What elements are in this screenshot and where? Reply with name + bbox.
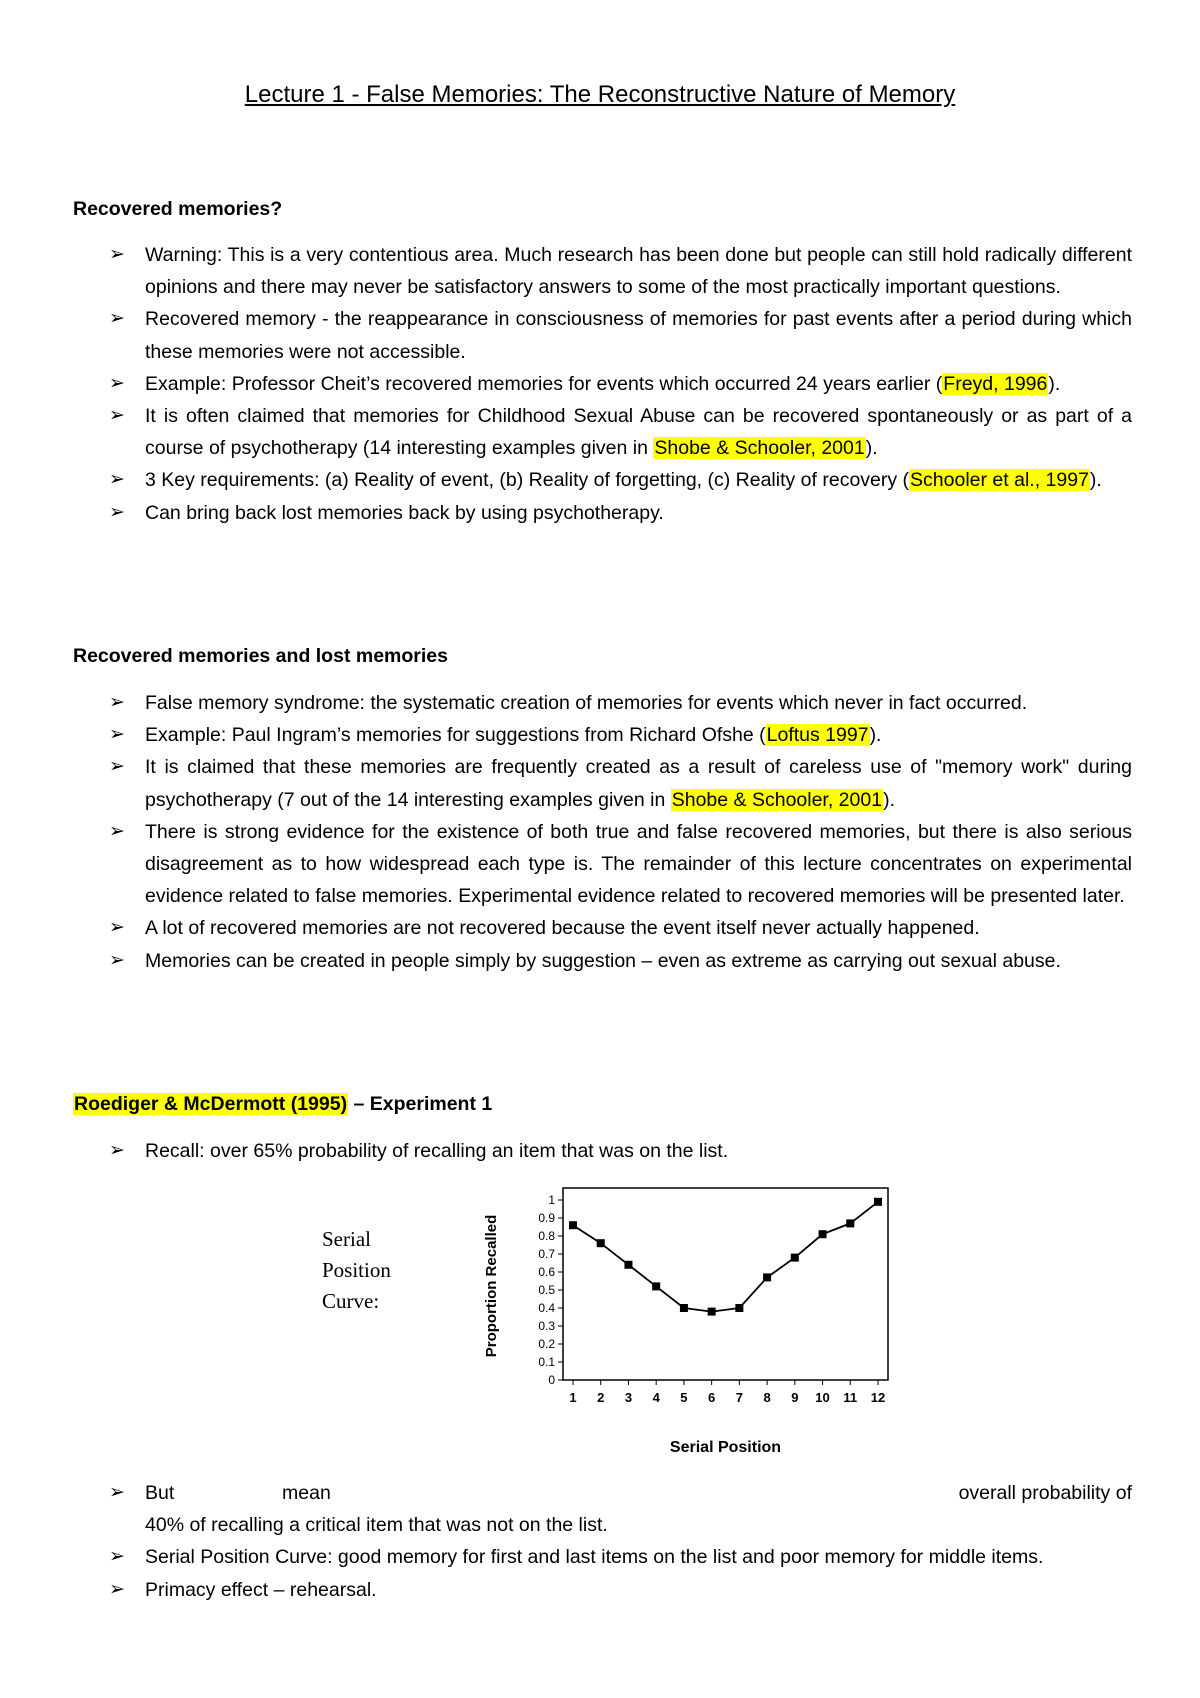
x-tick-label: 5 (680, 1390, 688, 1405)
list-item (73, 400, 1132, 464)
section-heading-recovered-memories: Recovered memories? (73, 198, 283, 220)
x-tick-label: 12 (870, 1390, 886, 1405)
bullet-text: There is strong evidence for the existence of both true and false recovered memories, but there is also serious disagreement as to how widespread each type is. The remainder of this lecture concentrates on experimental evidence related to false memories. Experimental evidence related to recovered memories will be presented later. (145, 820, 1132, 908)
data-point (735, 1304, 743, 1312)
bullet-list-experiment-1-cont (73, 1477, 1132, 1606)
data-point (652, 1282, 660, 1290)
x-tick-label: 7 (735, 1390, 743, 1405)
bullet-text: Warning: This is a very contentious area. Much research has been done but people can still hold radically different opinions and there may never be satisfactory answers to some of the most practically important questions. (145, 244, 1132, 299)
data-point (819, 1230, 827, 1238)
data-point (791, 1254, 799, 1262)
list-item (73, 1135, 1132, 1167)
arrow-bullet-icon: ➢ (109, 692, 125, 713)
bullet-text: Recovered memory - the reappearance in consciousness of memories for past events after a period during which these memories were not accessible. (145, 308, 1132, 363)
data-point (874, 1198, 882, 1206)
arrow-bullet-icon: ➢ (109, 724, 125, 746)
document-title: Lecture 1 - False Memories: The Reconstructive Nature of Memory (244, 81, 956, 108)
y-tick-label: 0.2 (538, 1337, 555, 1351)
list-item (73, 687, 1132, 719)
list-item (73, 1574, 1132, 1606)
y-tick-label: 0.7 (538, 1247, 555, 1261)
series-line (573, 1202, 878, 1312)
bullet-text-end: ). (1048, 372, 1061, 395)
x-tick-label: 10 (815, 1390, 830, 1405)
arrow-bullet-icon: ➢ (109, 820, 125, 842)
arrow-bullet-icon: ➢ (109, 1546, 125, 1568)
bullet-text: It is often claimed that memories for Childhood Sexual Abuse can be recovered spontaneously or as part of a course of psychotherapy (14 interesting examples given in (145, 405, 1132, 460)
bullet-text: Can bring back lost memories back by using psychotherapy. (145, 501, 664, 524)
list-item (73, 912, 1132, 944)
list-item (73, 1541, 1132, 1573)
bullet-text-end: ). (883, 788, 895, 811)
bullet-text: False memory syndrome: the systematic creation of memories for events which never in fact occurred. (145, 692, 1028, 714)
data-point (569, 1221, 577, 1229)
y-tick-label: 0.6 (538, 1265, 555, 1279)
list-item (73, 1477, 1132, 1541)
y-tick-label: 0.4 (538, 1301, 555, 1315)
bullet-text-end: ). (1089, 469, 1102, 492)
arrow-bullet-icon: ➢ (109, 1140, 125, 1161)
bullet-text: A lot of recovered memories are not recovered because the event itself never actually happened. (145, 917, 980, 940)
list-item (73, 368, 1132, 400)
list-item (73, 751, 1132, 815)
arrow-bullet-icon: ➢ (109, 469, 125, 491)
bullet-text: Serial Position Curve: good memory for first and last items on the list and poor memory for middle items. (145, 1546, 1044, 1569)
y-axis-label: Proportion Recalled (483, 1214, 500, 1358)
list-item (73, 816, 1132, 913)
y-tick-label: 0 (548, 1373, 555, 1387)
bullet-text: It is claimed that these memories are frequently created as a result of careless use of "memory work" during psychotherapy (7 out of the 14 interesting examples given in (145, 756, 1132, 811)
citation-highlight: Freyd, 1996 (943, 372, 1048, 395)
plot-frame (563, 1188, 888, 1380)
bullet-list-experiment-1 (73, 1135, 1132, 1167)
y-tick-label: 0.5 (538, 1283, 555, 1297)
arrow-bullet-icon: ➢ (109, 756, 125, 778)
list-item (73, 719, 1132, 751)
x-tick-label: 4 (652, 1390, 660, 1405)
bullet-list-recovered-and-lost (73, 687, 1132, 977)
data-point (763, 1273, 771, 1281)
bullet-text: Example: Paul Ingram’s memories for suggestions from Richard Ofshe ( (145, 724, 766, 747)
x-tick-label: 8 (763, 1390, 771, 1405)
list-item (73, 239, 1132, 303)
bullet-text: Recall: over 65% probability of recalling an item that was on the list. (145, 1140, 729, 1162)
list-item (73, 303, 1132, 367)
arrow-bullet-icon: ➢ (109, 949, 125, 971)
figure-label: Serial Position Curve: (322, 1227, 391, 1313)
bullet-word: But (145, 1482, 175, 1504)
data-point (708, 1308, 716, 1316)
arrow-bullet-icon: ➢ (109, 1482, 125, 1503)
arrow-bullet-icon: ➢ (109, 244, 125, 265)
x-axis-label: Serial Position (669, 1439, 782, 1456)
x-tick-label: 3 (624, 1390, 633, 1405)
arrow-bullet-icon: ➢ (109, 917, 125, 939)
data-point (624, 1261, 632, 1269)
list-item (73, 497, 1132, 529)
y-tick-label: 0.8 (538, 1229, 555, 1243)
bullet-text-end: ). (865, 437, 878, 460)
data-point (846, 1219, 854, 1227)
x-tick-label: 6 (708, 1390, 716, 1405)
citation-highlight: Loftus 1997 (766, 724, 869, 747)
list-item (73, 464, 1132, 496)
y-tick-label: 0.1 (538, 1355, 555, 1369)
bullet-text: 3 Key requirements: (a) Reality of event, (b) Reality of forgetting, (c) Reality of recovery ( (145, 469, 910, 492)
x-tick-label: 2 (597, 1390, 605, 1405)
y-tick-label: 1 (548, 1193, 555, 1207)
citation-highlight: Roediger & McDermott (1995) (74, 1093, 348, 1115)
citation-highlight: Shobe & Schooler, 2001 (671, 788, 883, 811)
serial-position-chart (470, 1180, 900, 1480)
bullet-word: overall probability of (958, 1482, 1132, 1504)
section-heading-recovered-and-lost: Recovered memories and lost memories (73, 645, 448, 667)
citation-highlight: Shobe & Schooler, 2001 (654, 437, 865, 460)
bullet-word: mean (282, 1482, 331, 1504)
bullet-text: Example: Professor Cheit’s recovered memories for events which occurred 24 years earlier ( (145, 372, 943, 395)
data-point (597, 1239, 605, 1247)
data-point (680, 1304, 688, 1312)
bullet-text: Primacy effect – rehearsal. (145, 1578, 377, 1601)
x-tick-label: 1 (569, 1390, 577, 1405)
x-tick-label: 11 (843, 1390, 858, 1405)
y-tick-label: 0.9 (538, 1211, 555, 1225)
heading-text: – Experiment 1 (348, 1093, 493, 1115)
y-tick-label: 0.3 (538, 1319, 555, 1333)
list-item (73, 945, 1132, 977)
bullet-list-recovered-memories (73, 239, 1132, 529)
arrow-bullet-icon: ➢ (109, 372, 125, 394)
bullet-text: 40% of recalling a critical item that was not on the list. (145, 1514, 608, 1537)
bullet-text: Memories can be created in people simply by suggestion – even as extreme as carrying out sexual abuse. (145, 949, 1061, 972)
x-tick-label: 9 (791, 1390, 799, 1405)
justified-line (145, 1477, 1132, 1509)
arrow-bullet-icon: ➢ (109, 308, 125, 330)
citation-highlight: Schooler et al., 1997 (910, 469, 1089, 492)
bullet-text-end: ). (869, 724, 882, 747)
arrow-bullet-icon: ➢ (109, 1578, 125, 1600)
arrow-bullet-icon: ➢ (109, 501, 125, 523)
arrow-bullet-icon: ➢ (109, 405, 125, 427)
section-heading-roediger-mcdermott (73, 1090, 492, 1118)
